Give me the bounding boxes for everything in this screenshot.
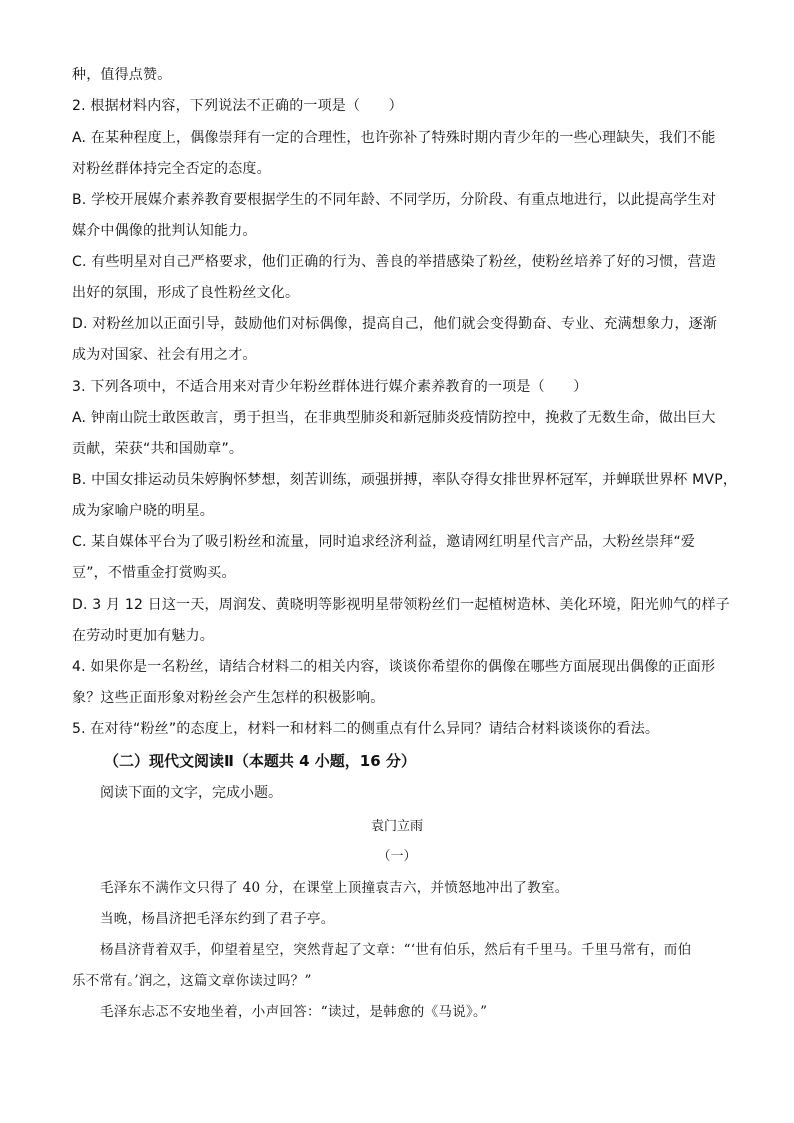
option-3a-line-2: 贡献，荣获“共和国勋章”。 [72,441,244,457]
option-3d-line-1: D. 3 月 12 日这一天，周润发、黄晓明等影视明星带领粉丝们一起植树造林、美化环境，阳光帅气的样子 [72,597,730,613]
story-paragraph: 毛泽东忐忑不安地坐着，小声回答：“读过，是韩愈的《马说》。” [100,1004,488,1020]
text-line: 种，值得点赞。 [72,67,172,83]
option-2c-line-2: 出好的氛围，形成了良性粉丝文化。 [72,285,300,301]
question-5: 5. 在对待“粉丝”的态度上，材料一和材料二的侧重点有什么异同？请结合材料谈谈你的看法。 [72,721,660,737]
option-3b-line-1: B. 中国女排运动员朱婷胸怀梦想，刻苦训练，顽强拼搏，率队夺得女排世界杯冠军，并蝉联世界杯 MVP， [72,472,738,488]
reading-instruction: 阅读下面的文字，完成小题。 [100,785,282,801]
question-3: 3. 下列各项中，不适合用来对青少年粉丝群体进行媒介素养教育的一项是（ ） [72,379,588,395]
option-3b-line-2: 成为家喻户晓的明星。 [72,503,214,519]
section-heading: （二）现代文阅读Ⅱ（本题共 4 小题，16 分） [104,752,416,770]
option-3d-line-2: 在劳动时更加有魅力。 [72,628,214,644]
option-2d-line-1: D. 对粉丝加以正面引导，鼓励他们对标偶像，提高自己，他们就会变得勤奋、专业、充满想象力，逐渐 [72,316,718,332]
story-paragraph: 毛泽东不满作文只得了 40 分，在课堂上顶撞袁吉六，并愤怒地冲出了教室。 [100,880,569,896]
story-paragraph: 当晚，杨昌济把毛泽东约到了君子亭。 [100,911,335,927]
story-title: 袁门立雨 [370,819,423,834]
option-3c-line-2: 豆”，不惜重金打赏购买。 [72,565,236,581]
story-part-label: （一） [377,849,417,864]
option-2d-line-2: 成为对国家、社会有用之才。 [72,347,257,363]
story-paragraph: 杨昌济背着双手，仰望着星空，突然背起了文章：“‘世有伯乐，然后有千里马。千里马常有，而伯 [100,942,692,958]
question-2: 2. 根据材料内容，下列说法不正确的一项是（ ） [72,98,403,114]
option-2b-line-1: B. 学校开展媒介素养教育要根据学生的不同年龄、不同学历，分阶段、有重点地进行，以此提高学生对 [72,192,716,208]
question-4-line-2: 象？这些正面形象对粉丝会产生怎样的积极影响。 [72,690,385,706]
story-paragraph-continuation: 乐不常有。’润之，这篇文章你读过吗？” [72,973,312,989]
option-2a-line-2: 对粉丝群体持完全否定的态度。 [72,161,271,177]
option-3c-line-1: C. 某自媒体平台为了吸引粉丝和流量，同时追求经济利益，邀请网红明星代言产品，大粉丝崇拜“爱 [72,534,696,550]
option-3a-line-1: A. 钟南山院士敢医敢言，勇于担当，在非典型肺炎和新冠肺炎疫情防控中，挽救了无数生命，做出巨大 [72,410,716,426]
question-4-line-1: 4. 如果你是一名粉丝，请结合材料二的相关内容，谈谈你希望你的偶像在哪些方面展现出偶像的正面形 [72,659,716,675]
option-2c-line-1: C. 有些明星对自己严格要求，他们正确的行为、善良的举措感染了粉丝，使粉丝培养了好的习惯，营造 [72,254,717,270]
option-2b-line-2: 媒介中偶像的批判认知能力。 [72,223,257,239]
option-2a-line-1: A. 在某种程度上，偶像崇拜有一定的合理性，也许弥补了特殊时期内青少年的一些心理缺失，我们不能 [72,130,716,146]
